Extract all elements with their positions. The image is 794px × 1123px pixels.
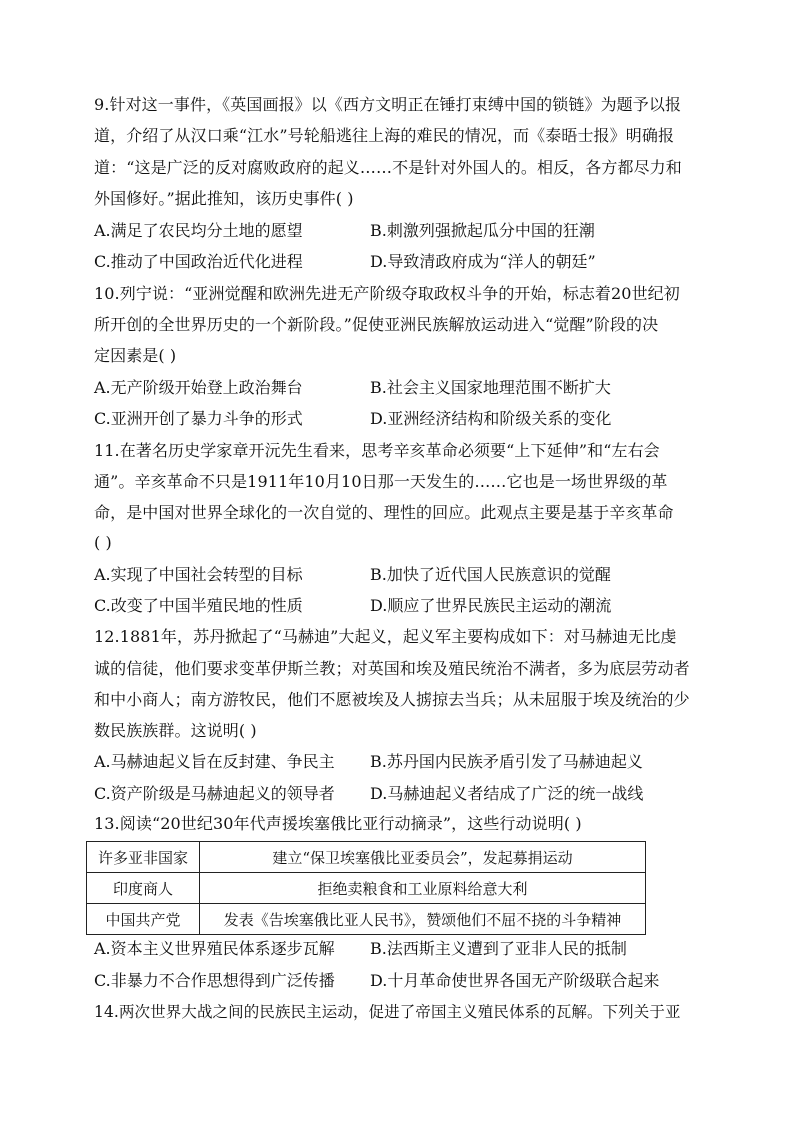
question-12-line-2: 诚的信徒，他们要求变革伊斯兰教；对英国和埃及殖民统治不满者，多为底层劳动者 [94,659,690,678]
question-11-line-4: ( ) [94,533,112,552]
question-10-line-2: 所开创的全世界历史的一个新阶段。”促使亚洲民族解放运动进入“觉醒”阶段的决 [94,315,659,334]
question-13-option-a: A.资本主义世界殖民体系逐步瓦解 [94,939,335,958]
question-12-line-3: 和中小商人；南方游牧民，他们不愿被埃及人掳掠去当兵；从未屈服于埃及统治的少 [94,690,690,709]
table-cell: 建立“保卫埃塞俄比亚委员会”，发起募捐运动 [200,842,646,873]
question-9-option-b: B.刺激列强掀起瓜分中国的狂潮 [370,221,595,240]
question-14-line-1: 14.两次世界大战之间的民族民主运动，促进了帝国主义殖民体系的瓦解。下列关于亚 [94,1003,681,1021]
question-10-option-d: D.亚洲经济结构和阶级关系的变化 [370,409,612,428]
question-12-option-c: C.资产阶级是马赫迪起义的领导者 [94,784,335,803]
table-row [87,842,646,873]
question-11-option-a: A.实现了中国社会转型的目标 [94,565,303,584]
question-9-line-2: 道，介绍了从汉口乘“江水”号轮船逃往上海的难民的情况，而《泰晤士报》明确报 [94,126,675,145]
question-10-line-1: 10.列宁说：“亚洲觉醒和欧洲先进无产阶级夺取政权斗争的开始，标志着20世纪初 [94,284,680,303]
question-13-option-b: B.法西斯主义遭到了亚非人民的抵制 [370,939,627,958]
question-11-option-b: B.加快了近代国人民族意识的觉醒 [370,565,611,584]
table-cell: 拒绝卖粮食和工业原料给意大利 [200,873,646,904]
question-9-line-4: 外国修好。”据此推知，该历史事件( ) [94,189,354,208]
table-cell: 印度商人 [87,873,200,904]
question-10-option-a: A.无产阶级开始登上政治舞台 [94,378,303,397]
question-13-option-c: C.非暴力不合作思想得到广泛传播 [94,971,335,990]
question-13-option-d: D.十月革命使世界各国无产阶级联合起来 [370,971,660,990]
question-12-option-d: D.马赫迪起义者结成了广泛的统一战线 [370,784,644,803]
question-12-option-a: A.马赫迪起义旨在反封建、争民主 [94,752,335,771]
question-11-option-c: C.改变了中国半殖民地的性质 [94,596,303,615]
question-11-option-d: D.顺应了世界民族民主运动的潮流 [370,596,612,615]
question-9-line-3: 道：“这是广泛的反对腐败政府的起义……不是针对外国人的。相反，各方都尽力和 [94,158,682,177]
question-10-option-b: B.社会主义国家地理范围不断扩大 [370,378,611,397]
question-9-option-c: C.推动了中国政治近代化进程 [94,252,303,271]
question-9-option-d: D.导致清政府成为“洋人的朝廷” [370,252,596,271]
table-cell: 发表《告埃塞俄比亚人民书》，赞颂他们不屈不挠的斗争精神 [200,904,646,935]
table-row [87,873,646,904]
question-13-line-1: 13.阅读“20世纪30年代声援埃塞俄比亚行动摘录”，这些行动说明( ) [94,814,582,833]
question-11-line-3: 命，是中国对世界全球化的一次自觉的、理性的回应。此观点主要是基于辛亥革命 [94,503,674,522]
table-cell: 中国共产党 [87,904,200,935]
question-12-line-1: 12.1881年，苏丹掀起了“马赫迪”大起义，起义军主要构成如下：对马赫迪无比虔 [94,627,677,646]
table-cell: 许多亚非国家 [87,842,200,873]
question-12-option-b: B.苏丹国内民族矛盾引发了马赫迪起义 [370,752,643,771]
question-9-line-1: 9.针对这一事件，《英国画报》以《西方文明正在锤打束缚中国的锁链》为题予以报 [94,95,682,114]
question-10-line-3: 定因素是( ) [94,346,177,365]
question-11-line-2: 通”。辛亥革命不只是1911年10月10日那一天发生的……它也是一场世界级的革 [94,472,668,491]
question-13-table [86,841,646,935]
question-12-line-4: 数民族族群。这说明( ) [94,721,257,740]
table-row [87,904,646,935]
question-10-option-c: C.亚洲开创了暴力斗争的形式 [94,409,303,428]
question-9-option-a: A.满足了农民均分土地的愿望 [94,221,303,240]
question-11-line-1: 11.在著名历史学家章开沅先生看来，思考辛亥革命必须要“上下延伸”和“左右会 [94,441,660,460]
